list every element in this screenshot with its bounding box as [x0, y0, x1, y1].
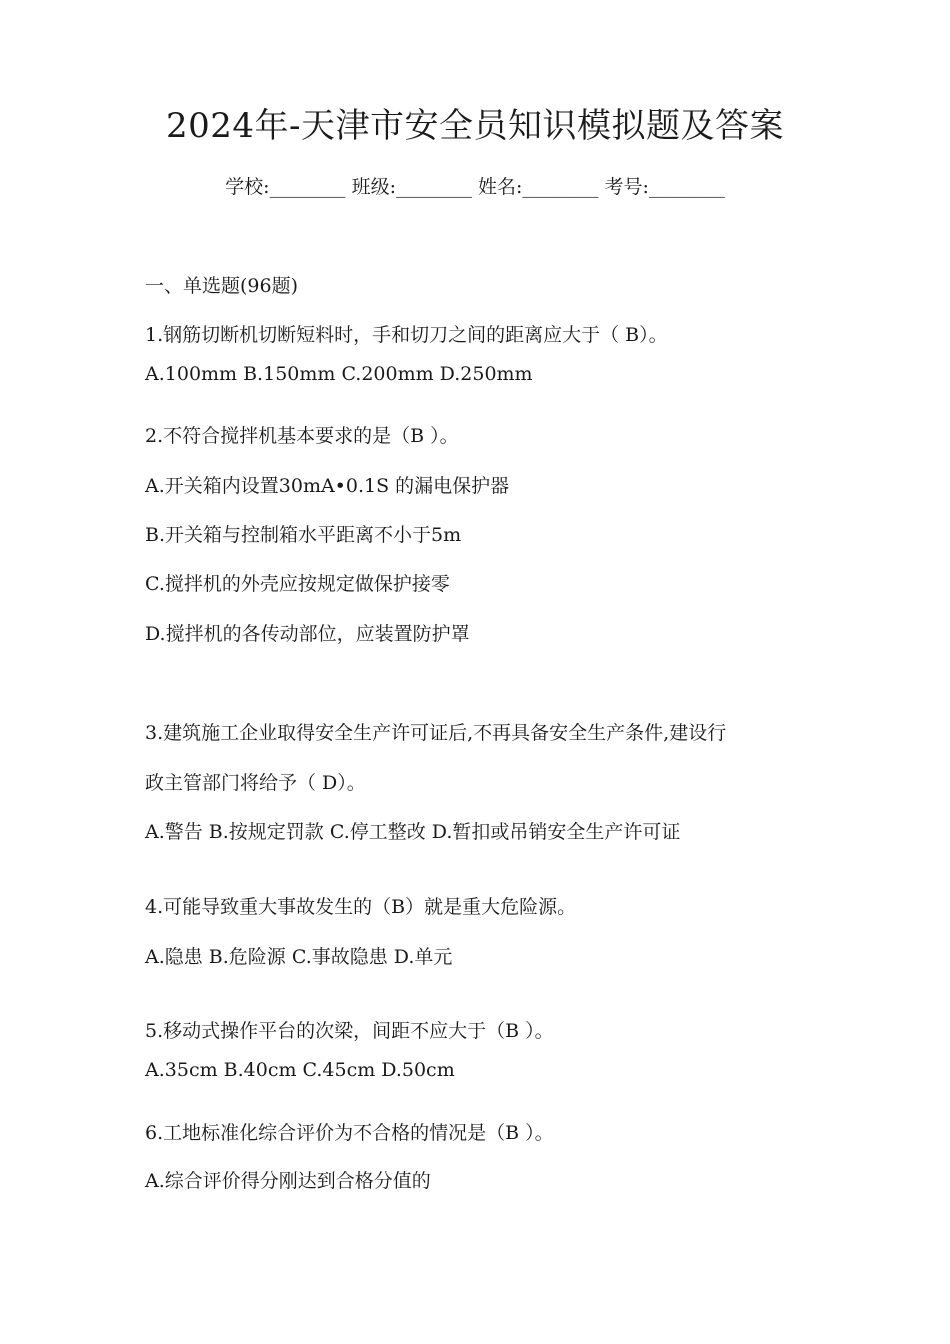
question-2-option-d: D.搅拌机的各传动部位，应装置防护罩 — [145, 623, 470, 645]
page-title: 2024年-天津市安全员知识模拟题及答案 — [165, 106, 784, 146]
question-2-option-b: B.开关箱与控制箱水平距离不小于5m — [145, 524, 462, 546]
question-2-stem: 2.不符合搅拌机基本要求的是（B ）。 — [145, 425, 459, 447]
student-info-fields: 学校:________ 班级:________ 姓名:________ 考号:________ — [225, 176, 725, 198]
question-3-stem-line-2: 政主管部门将给予（ D）。 — [145, 772, 366, 794]
question-3-stem-line-1: 3.建筑施工企业取得安全生产许可证后,不再具备安全生产条件,建设行 — [145, 722, 727, 744]
question-6-option-a: A.综合评价得分刚达到合格分值的 — [145, 1170, 431, 1192]
section-heading: 一、单选题(96题) — [145, 275, 299, 297]
question-4-stem: 4.可能导致重大事故发生的（B）就是重大危险源。 — [145, 896, 577, 918]
question-5-stem: 5.移动式操作平台的次梁，间距不应大于（B ）。 — [145, 1020, 554, 1042]
question-1-options: A.100mm B.150mm C.200mm D.250mm — [145, 363, 533, 385]
question-6-stem: 6.工地标准化综合评价为不合格的情况是（B ）。 — [145, 1122, 554, 1144]
question-2-option-a: A.开关箱内设置30mA•0.1S 的漏电保护器 — [145, 475, 510, 497]
question-4-options: A.隐患 B.危险源 C.事故隐患 D.单元 — [145, 946, 453, 968]
question-1-stem: 1.钢筋切断机切断短料时，手和切刀之间的距离应大于（ B）。 — [145, 324, 668, 346]
question-5-options: A.35cm B.40cm C.45cm D.50cm — [145, 1059, 455, 1081]
question-3-options: A.警告 B.按规定罚款 C.停工整改 D.暂扣或吊销安全生产许可证 — [145, 821, 681, 843]
question-2-option-c: C.搅拌机的外壳应按规定做保护接零 — [145, 573, 450, 595]
